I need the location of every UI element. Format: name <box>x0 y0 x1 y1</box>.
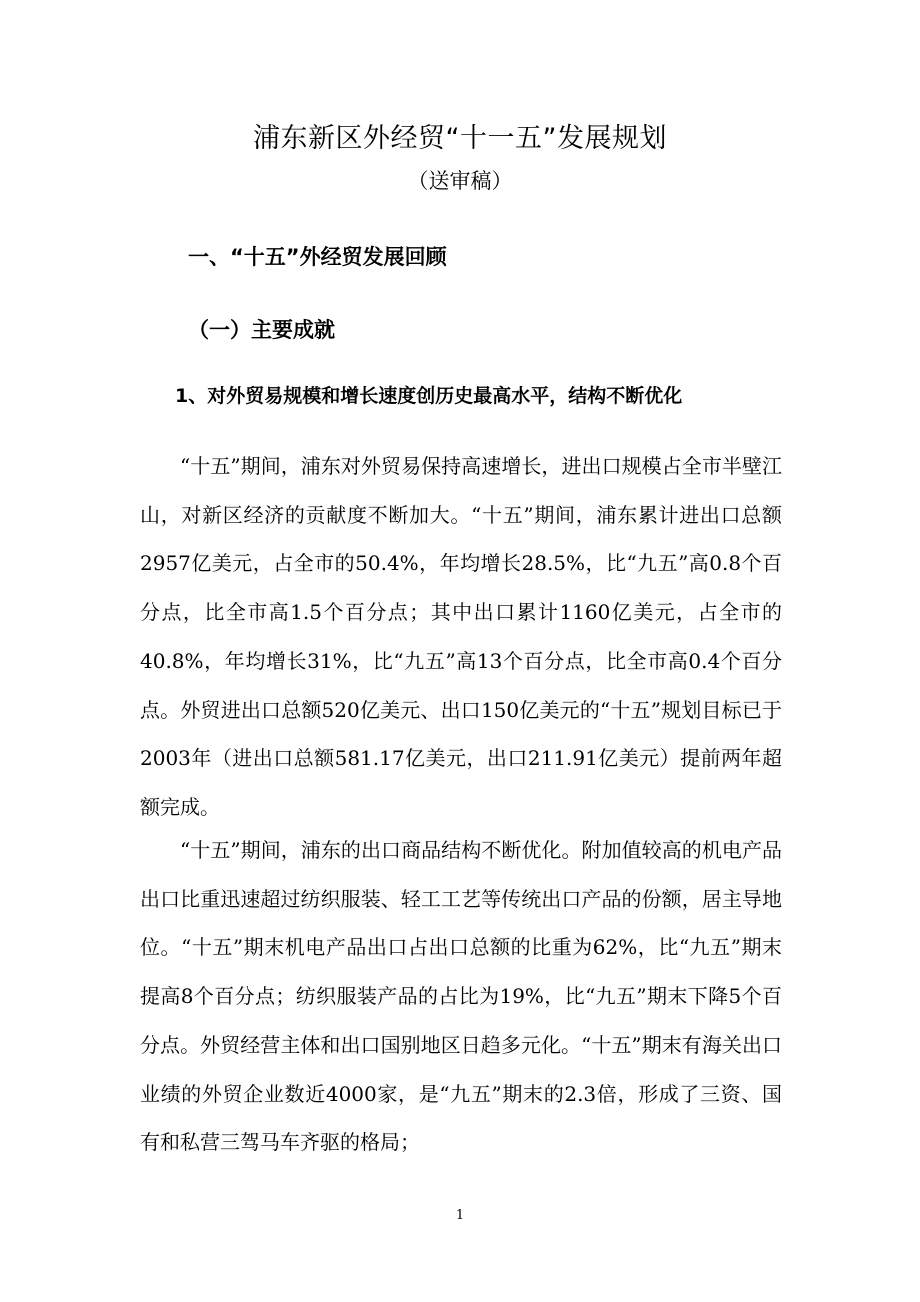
subsection-heading: （一）主要成就 <box>188 318 335 342</box>
body-paragraph: “十五”期间，浦东的出口商品结构不断优化。附加值较高的机电产品出口比重迅速超过纺织服装、轻工工艺等传统出口产品的份额，居主导地位。“十五”期末机电产品出口占出口总额的比重为62%，比“九五”期末提高8个百分点；纺织服装产品的占比为19%，比“九五”期末下降5个百分点。外贸经营主体和出口国别地区日趋多元化。“十五”期末有海关出口业绩的外贸企业数近4000家，是“九五”期末的2.3倍，形成了三资、国有和私营三驾马车齐驱的格局； <box>140 838 782 1155</box>
document-title: 浦东新区外经贸“十一五”发展规划 <box>253 123 667 154</box>
document-subtitle: （送审稿） <box>407 169 513 193</box>
item-heading: 1、对外贸易规模和增长速度创历史最高水平，结构不断优化 <box>175 385 683 407</box>
section-heading: 一、“十五”外经贸发展回顾 <box>188 245 447 269</box>
body-paragraph: “十五”期间，浦东对外贸易保持高速增长，进出口规模占全市半壁江山，对新区经济的贡献度不断加大。“十五”期间，浦东累计进出口总额2957亿美元，占全市的50.4%，年均增长28.5%，比“九五”高0.8个百分点，比全市高1.5个百分点；其中出口累计1160亿美元，占全市的40.8%，年均增长31%，比“九五”高13个百分点，比全市高0.4个百分点。外贸进出口总额520亿美元、出口150亿美元的“十五”规划目标已于2003年（进出口总额581.17亿美元，出口211.91亿美元）提前两年超额完成。 <box>140 454 782 819</box>
page-number: 1 <box>455 1208 465 1223</box>
